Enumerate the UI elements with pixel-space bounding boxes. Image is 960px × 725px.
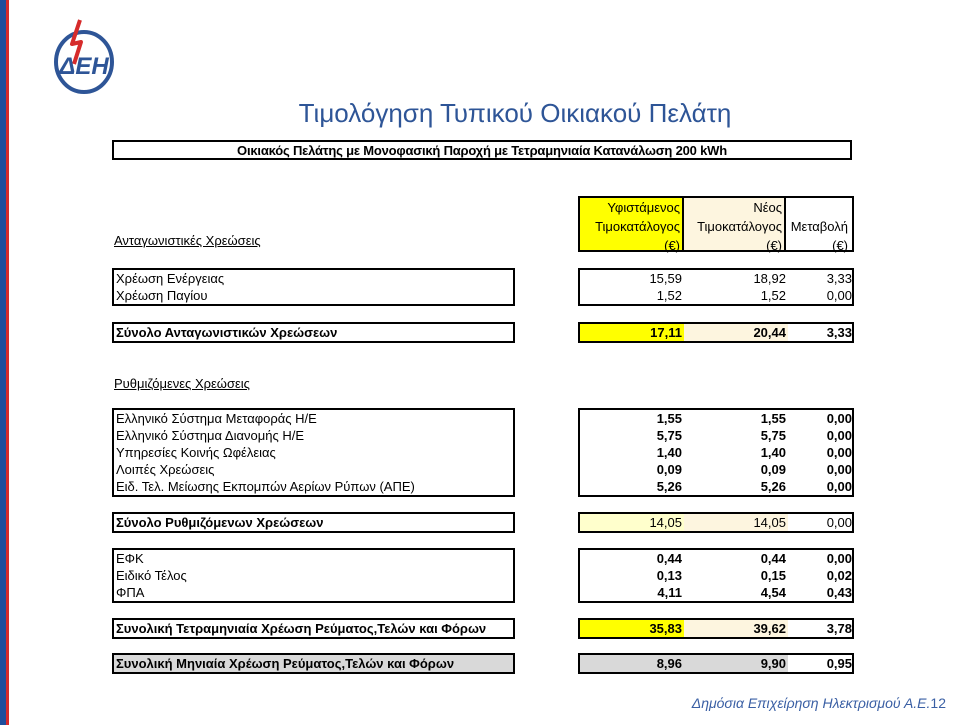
competitive-total-label: Σύνολο Ανταγωνιστικών Χρεώσεων bbox=[112, 322, 515, 343]
footer bbox=[692, 695, 946, 711]
competitive-labels bbox=[112, 268, 515, 306]
regulated-total-values bbox=[578, 512, 854, 533]
four-month-total-values bbox=[578, 618, 854, 639]
header-change: Μεταβολή (€) bbox=[784, 196, 854, 252]
row-label: ΕΦΚ bbox=[116, 551, 144, 566]
row-label: Ειδ. Τελ. Μείωσης Εκπομπών Αερίων Ρύπων (ΑΠΕ) bbox=[116, 479, 415, 494]
header-new-tariff: Νέος Τιμοκατάλογος (€) bbox=[682, 196, 786, 252]
four-month-total-label: Συνολική Τετραμηνιαία Χρέωση Ρεύματος,Τελών και Φόρων bbox=[112, 618, 515, 639]
row-label: Ειδικό Τέλος bbox=[116, 568, 187, 583]
row-label: Χρέωση Ενέργειας bbox=[116, 271, 225, 286]
competitive-values bbox=[578, 268, 854, 306]
table-row: 0,44 0,44 0,00 bbox=[656, 551, 852, 566]
regulated-labels bbox=[112, 408, 515, 497]
tax-values bbox=[578, 548, 854, 603]
row-label: Λοιπές Χρεώσεις bbox=[116, 462, 215, 477]
company-name: Δημόσια Επιχείρηση Ηλεκτρισμού Α.Ε. bbox=[691, 695, 931, 711]
tax-labels bbox=[112, 548, 515, 603]
header-old-tariff: Υφιστάμενος Τιμοκατάλογος (€) bbox=[578, 196, 684, 252]
row-label: Χρέωση Παγίου bbox=[116, 288, 208, 303]
table-row: 15,59 18,92 3,33 bbox=[649, 271, 852, 286]
table-row: 1,40 1,40 0,00 bbox=[656, 445, 852, 460]
regulated-total-label: Σύνολο Ρυθμιζόμενων Χρεώσεων bbox=[112, 512, 515, 533]
row-label: Ελληνικό Σύστημα Διανομής Η/Ε bbox=[116, 428, 304, 443]
page-number: 12 bbox=[930, 695, 946, 711]
table-row: 0,13 0,15 0,02 bbox=[656, 568, 852, 583]
table-row: 17,11 20,44 3,33 bbox=[650, 325, 852, 340]
regulated-section-label: Ρυθμιζόμενες Χρεώσεις bbox=[114, 376, 250, 391]
table-row: 35,83 39,62 3,78 bbox=[649, 621, 852, 636]
monthly-total-label: Συνολική Μηνιαία Χρέωση Ρεύματος,Τελών και Φόρων bbox=[112, 653, 515, 674]
competitive-section-label: Ανταγωνιστικές Χρεώσεις bbox=[114, 233, 261, 248]
row-label: Υπηρεσίες Κοινής Ωφέλειας bbox=[116, 445, 276, 460]
dei-logo bbox=[50, 18, 120, 96]
monthly-total-values bbox=[578, 653, 854, 674]
table-row: 5,75 5,75 0,00 bbox=[656, 428, 852, 443]
regulated-values bbox=[578, 408, 854, 497]
table-row: 1,52 1,52 0,00 bbox=[656, 288, 852, 303]
competitive-total-values bbox=[578, 322, 854, 343]
page-title: Τιμολόγηση Τυπικού Οικιακού Πελάτη bbox=[298, 98, 732, 128]
logo-text: ΔΕΗ bbox=[59, 53, 109, 80]
table-row: 1,55 1,55 0,00 bbox=[656, 411, 852, 426]
row-label: Ελληνικό Σύστημα Μεταφοράς Η/Ε bbox=[116, 411, 317, 426]
table-row: 4,11 4,54 0,43 bbox=[657, 585, 852, 600]
table-row: 8,96 9,90 0,95 bbox=[656, 656, 852, 671]
table-row: 14,05 14,05 0,00 bbox=[649, 515, 852, 530]
table-row: 5,26 5,26 0,00 bbox=[656, 479, 852, 494]
subtitle: Οικιακός Πελάτης με Μονοφασική Παροχή με Τετραμηνιαία Κατανάλωση 200 kWh bbox=[112, 140, 852, 160]
row-label: ΦΠΑ bbox=[116, 585, 145, 600]
table-row: 0,09 0,09 0,00 bbox=[656, 462, 852, 477]
